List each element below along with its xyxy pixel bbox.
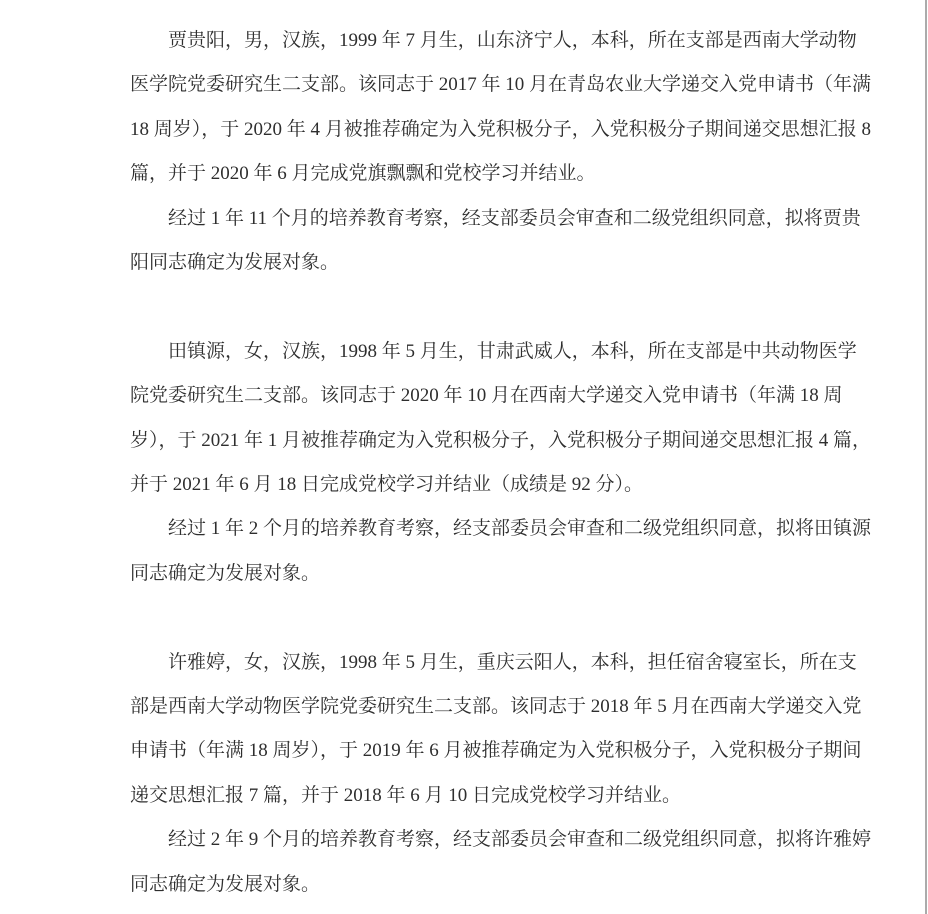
blank-line	[130, 285, 875, 329]
profile-paragraph: 田镇源，女，汉族，1998 年 5 月生，甘肃武威人，本科，所在支部是中共动物医学院党委研究生二支部。该同志于 2020 年 10 月在西南大学递交入党申请书（年满 18 周岁），于 2021 年 1 月被推荐确定为入党积极分子，入党积极分子期间递交思想汇报 4 篇，并于 2021 年 6 月 18 日完成党校学习并结业（成绩是 92 分）。	[130, 340, 872, 496]
conclusion-paragraph: 经过 1 年 11 个月的培养教育考察，经支部委员会审查和二级党组织同意，拟将贾贵阳同志确定为发展对象。	[130, 207, 861, 274]
conclusion-paragraph: 经过 1 年 2 个月的培养教育考察，经支部委员会审查和二级党组织同意，拟将田镇源同志确定为发展对象。	[130, 518, 872, 584]
page-right-edge-line	[925, 0, 927, 914]
blank-line	[130, 596, 875, 640]
profile-paragraph: 贾贵阳，男，汉族，1999 年 7 月生，山东济宁人，本科，所在支部是西南大学动物医学院党委研究生二支部。该同志于 2017 年 10 月在青岛农业大学递交入党申请书（年满 18 周岁），于 2020 年 4 月被推荐确定为入党积极分子，入党积极分子期间递交思想汇报 8 篇，并于 2020 年 6 月完成党旗飘飘和党校学习并结业。	[130, 30, 872, 185]
document-content	[130, 19, 875, 907]
profile-paragraph: 许雅婷，女，汉族，1998 年 5 月生，重庆云阳人，本科，担任宿舍寝室长，所在支部是西南大学动物医学院党委研究生二支部。该同志于 2018 年 5 月在西南大学递交入党申请书（年满 18 周岁），于 2019 年 6 月被推荐确定为入党积极分子，入党积极分子期间递交思想汇报 7 篇，并于 2018 年 6 月 10 日完成党校学习并结业。	[130, 651, 862, 806]
conclusion-paragraph: 经过 2 年 9 个月的培养教育考察，经支部委员会审查和二级党组织同意，拟将许雅婷同志确定为发展对象。	[130, 829, 872, 895]
